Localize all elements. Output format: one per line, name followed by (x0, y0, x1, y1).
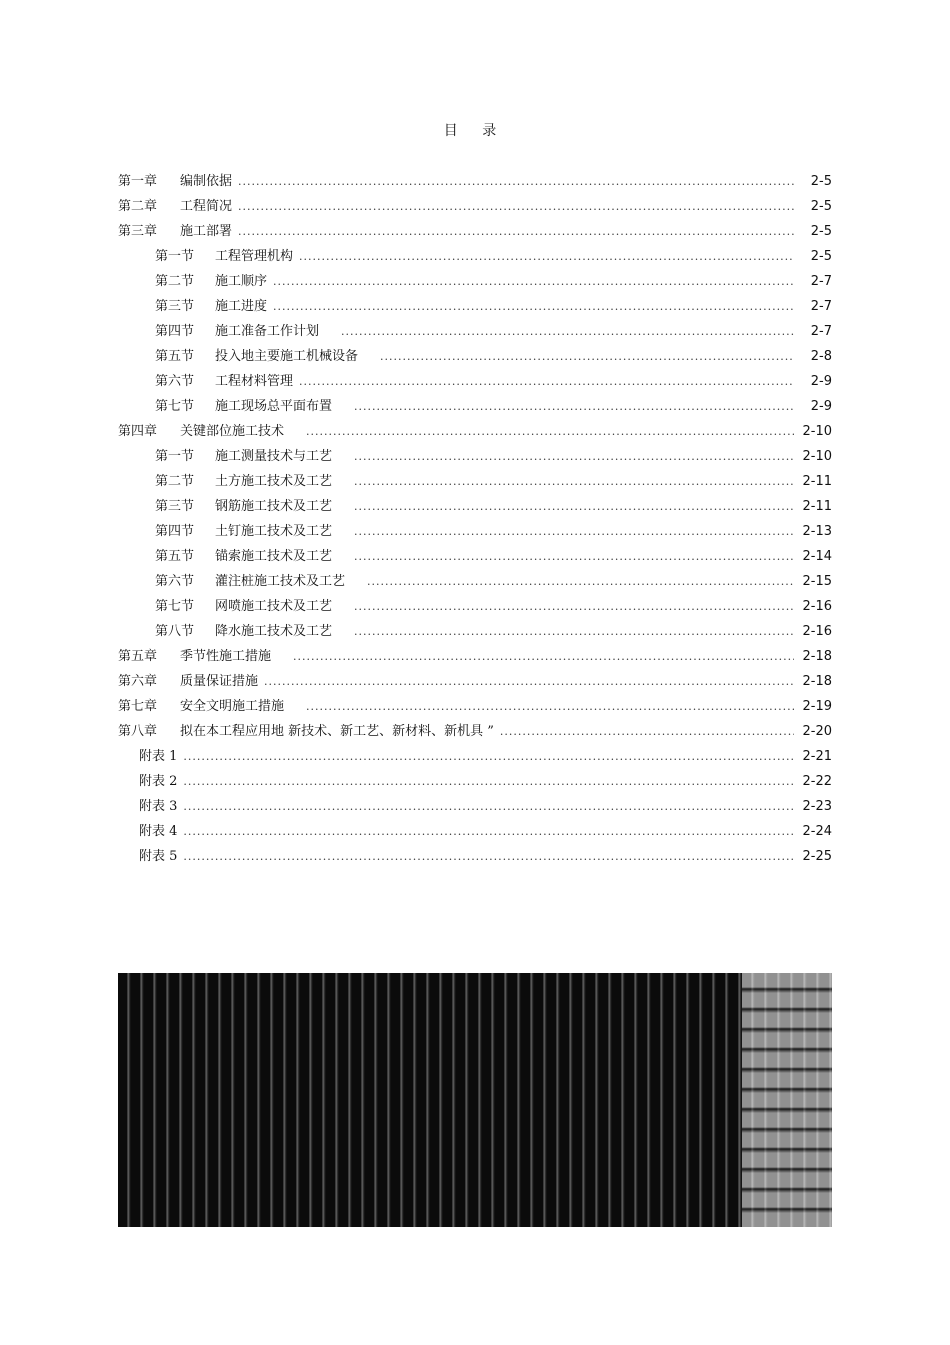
toc-number: 第二章 (118, 199, 158, 214)
toc-page: 2-24 (802, 824, 832, 839)
toc-number: 第四章 (118, 424, 158, 439)
toc-name: 投入地主要施工机械设备 (215, 349, 359, 364)
toc-entry-chapter-1[interactable] (118, 170, 832, 195)
toc-name: 安全文明施工措施 (180, 699, 285, 714)
toc-entry-appendix-3[interactable] (118, 795, 832, 820)
toc-entry-chapter-2[interactable] (118, 195, 832, 220)
toc-number: 附表 5 (139, 849, 178, 864)
toc-title: 目 录 (443, 123, 507, 139)
toc-page: 2-5 (810, 224, 832, 239)
dot-leader (380, 350, 794, 363)
toc-number: 第六节 (155, 374, 195, 389)
toc-entry-section-4-1[interactable] (118, 445, 832, 470)
toc-name: 钢筋施工技术及工艺 (215, 499, 333, 514)
toc-number: 第一章 (118, 174, 158, 189)
toc-page: 2-9 (810, 399, 832, 414)
dot-leader (306, 700, 794, 713)
illegible-overprinted-text-block (118, 973, 832, 1227)
toc-entry-appendix-2[interactable] (118, 770, 832, 795)
toc-number: 第七节 (155, 599, 195, 614)
toc-number: 第八节 (155, 624, 195, 639)
toc-entry-section-3-7[interactable] (118, 395, 832, 420)
toc-page: 2-25 (802, 849, 832, 864)
toc-name: 土方施工技术及工艺 (215, 474, 333, 489)
toc-entry-chapter-4[interactable] (118, 420, 832, 445)
toc-number: 第五章 (118, 649, 158, 664)
toc-number: 附表 2 (139, 774, 178, 789)
toc-name: 灌注桩施工技术及工艺 (215, 574, 346, 589)
toc-entry-appendix-1[interactable] (118, 745, 832, 770)
toc-page: 2-16 (802, 599, 832, 614)
dot-leader (354, 600, 794, 613)
toc-page: 2-21 (802, 749, 832, 764)
toc-page: 2-10 (802, 424, 832, 439)
toc-entry-section-3-4[interactable] (118, 320, 832, 345)
toc-entry-section-3-1[interactable] (118, 245, 832, 270)
toc-page: 2-5 (810, 249, 832, 264)
dot-leader (183, 750, 794, 763)
toc-name: 网喷施工技术及工艺 (215, 599, 333, 614)
toc-page: 2-8 (810, 349, 832, 364)
toc-name: 编制依据 (180, 174, 233, 189)
toc-entry-section-4-3[interactable] (118, 495, 832, 520)
dot-leader (273, 300, 794, 313)
toc-number: 附表 3 (139, 799, 178, 814)
toc-name: 降水施工技术及工艺 (215, 624, 333, 639)
toc-page: 2-5 (810, 174, 832, 189)
toc-name: 工程简况 (180, 199, 233, 214)
dot-leader (354, 400, 794, 413)
dot-leader (264, 675, 794, 688)
toc-number: 第七章 (118, 699, 158, 714)
dot-leader (238, 225, 794, 238)
toc-page: 2-7 (810, 274, 832, 289)
toc-entry-section-4-2[interactable] (118, 470, 832, 495)
toc-name: 关键部位施工技术 (180, 424, 285, 439)
toc-name: 施工部署 (180, 224, 233, 239)
dot-leader (341, 325, 794, 338)
toc-page: 2-15 (802, 574, 832, 589)
dot-leader (183, 775, 794, 788)
dot-leader (183, 825, 794, 838)
toc-name: 质量保证措施 (180, 674, 259, 689)
toc-page: 2-7 (810, 324, 832, 339)
toc-page: 2-22 (802, 774, 832, 789)
dot-leader (367, 575, 794, 588)
toc-number: 第五节 (155, 349, 195, 364)
dot-leader (354, 550, 794, 563)
toc-page: 2-18 (802, 649, 832, 664)
toc-entry-section-4-8[interactable] (118, 620, 832, 645)
toc-entry-section-3-5[interactable] (118, 345, 832, 370)
dot-leader (238, 175, 794, 188)
toc-page: 2-11 (802, 474, 832, 489)
dot-leader (500, 725, 794, 738)
toc-number: 第八章 (118, 724, 158, 739)
toc-entry-appendix-4[interactable] (118, 820, 832, 845)
toc-name: 施工顺序 (215, 274, 268, 289)
toc-name: 季节性施工措施 (180, 649, 272, 664)
toc-entry-section-4-4[interactable] (118, 520, 832, 545)
toc-number: 第三节 (155, 299, 195, 314)
toc-name: 施工准备工作计划 (215, 324, 320, 339)
table-of-contents (118, 170, 832, 870)
toc-page: 2-18 (802, 674, 832, 689)
toc-number: 第四节 (155, 524, 195, 539)
toc-entry-section-3-3[interactable] (118, 295, 832, 320)
toc-number: 第五节 (155, 549, 195, 564)
toc-entry-chapter-5[interactable] (118, 645, 832, 670)
toc-entry-section-4-7[interactable] (118, 595, 832, 620)
toc-number: 第三节 (155, 499, 195, 514)
toc-entry-section-3-2[interactable] (118, 270, 832, 295)
toc-number: 第六节 (155, 574, 195, 589)
toc-page: 2-10 (802, 449, 832, 464)
toc-page: 2-7 (810, 299, 832, 314)
toc-page: 2-20 (802, 724, 832, 739)
toc-number: 第四节 (155, 324, 195, 339)
toc-name: 土钉施工技术及工艺 (215, 524, 333, 539)
dot-leader (238, 200, 794, 213)
toc-number: 第二节 (155, 274, 195, 289)
toc-page: 2-19 (802, 699, 832, 714)
dot-leader (306, 425, 794, 438)
dot-leader (354, 525, 794, 538)
toc-page: 2-9 (810, 374, 832, 389)
toc-name: 施工进度 (215, 299, 268, 314)
toc-name: 锚索施工技术及工艺 (215, 549, 333, 564)
toc-entry-appendix-5[interactable] (118, 845, 832, 870)
toc-entry-section-3-6[interactable] (118, 370, 832, 395)
toc-number: 附表 1 (139, 749, 178, 764)
toc-number: 第七节 (155, 399, 195, 414)
toc-name: 施工测量技术与工艺 (215, 449, 333, 464)
toc-entry-section-4-6[interactable] (118, 570, 832, 595)
toc-number: 附表 4 (139, 824, 178, 839)
toc-entry-chapter-8[interactable] (118, 720, 832, 745)
dot-leader (293, 650, 794, 663)
toc-entry-chapter-7[interactable] (118, 695, 832, 720)
dot-leader (354, 500, 794, 513)
toc-name: 拟在本工程应用地 新技术、新工艺、新材料、新机具 ” (180, 724, 494, 739)
toc-entry-section-4-5[interactable] (118, 545, 832, 570)
toc-page: 2-14 (802, 549, 832, 564)
toc-page: 2-16 (802, 624, 832, 639)
toc-name: 工程材料管理 (215, 374, 294, 389)
toc-name: 施工现场总平面布置 (215, 399, 333, 414)
toc-number: 第三章 (118, 224, 158, 239)
dot-leader (299, 375, 794, 388)
toc-entry-chapter-3[interactable] (118, 220, 832, 245)
dot-leader (273, 275, 794, 288)
toc-page: 2-5 (810, 199, 832, 214)
toc-number: 第一节 (155, 449, 195, 464)
dot-leader (183, 800, 794, 813)
toc-page: 2-11 (802, 499, 832, 514)
toc-number: 第一节 (155, 249, 195, 264)
dot-leader (183, 850, 794, 863)
dot-leader (299, 250, 794, 263)
toc-number: 第六章 (118, 674, 158, 689)
dot-leader (354, 625, 794, 638)
dot-leader (354, 475, 794, 488)
toc-page: 2-13 (802, 524, 832, 539)
dot-leader (354, 450, 794, 463)
toc-entry-chapter-6[interactable] (118, 670, 832, 695)
toc-name: 工程管理机构 (215, 249, 294, 264)
toc-page: 2-23 (802, 799, 832, 814)
toc-number: 第二节 (155, 474, 195, 489)
